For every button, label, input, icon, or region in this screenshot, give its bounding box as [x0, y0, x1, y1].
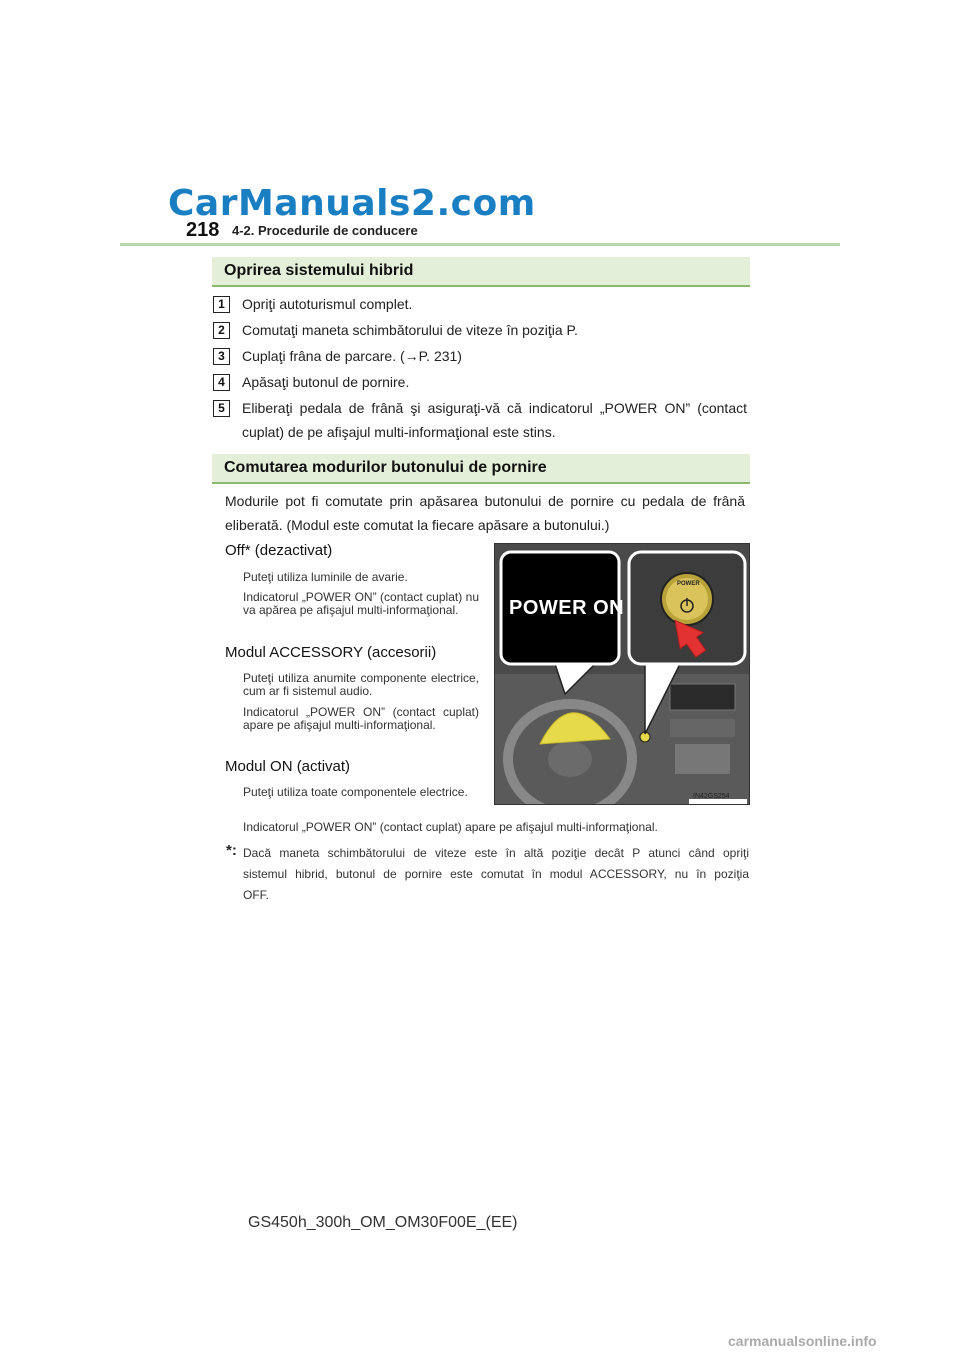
step-number-badge: 3: [213, 348, 230, 365]
mode-title-accessory: Modul ACCESSORY (accesorii): [225, 644, 437, 661]
header-divider: [120, 243, 840, 246]
power-on-display-text: POWER ON: [509, 597, 625, 619]
step-number-badge: 5: [213, 400, 230, 417]
step-text: Comutaţi maneta schimbătorului de viteze în poziţia P.: [242, 322, 578, 338]
footnote-text: OFF.: [243, 888, 269, 902]
step-number-badge: 1: [213, 296, 230, 313]
footnote-text: Dacă maneta schimbătorului de viteze este în altă poziţie decât P atunci când opriţi: [243, 846, 749, 860]
footer-watermark: carmanualsonline.info: [728, 1333, 877, 1349]
dashboard-drawing: [495, 544, 750, 805]
mode-title-on: Modul ON (activat): [225, 758, 351, 775]
document-id: GS450h_300h_OM_OM30F00E_(EE): [248, 1214, 518, 1231]
mode-description: Indicatorul „POWER ON” (contact cuplat) nu va apărea pe afişajul multi-informaţional.: [243, 590, 479, 617]
mode-description: Puteţi utiliza luminile de avarie.: [243, 570, 408, 584]
section-header-stop-hybrid: [212, 257, 750, 287]
section-header-switch-modes: [212, 454, 750, 484]
footnote-text: sistemul hibrid, butonul de pornire este comutat în modul ACCESSORY, nu în poziţia: [243, 867, 749, 881]
chapter-title: 4-2. Procedurile de conducere: [232, 223, 418, 238]
mode-description: Indicatorul „POWER ON” (contact cuplat) apare pe afişajul multi-informaţional.: [243, 820, 658, 834]
step-text: Cuplaţi frâna de parcare. (→P. 231): [242, 348, 462, 364]
intro-paragraph-continued: eliberată. (Modul este comutat la fiecare apăsare a butonului.): [225, 517, 610, 533]
step-text-continued: cuplat) de pe afişajul multi-informaţional este stins.: [242, 424, 556, 440]
dashboard-illustration: [494, 543, 750, 805]
mode-description: Indicatorul „POWER ON” (contact cuplat) apare pe afişajul multi-informaţional.: [243, 705, 479, 732]
mode-description: Puteţi utiliza toate componentele electrice.: [243, 785, 468, 799]
site-watermark-logo: CarManuals2.com: [168, 183, 536, 224]
mode-description: Puteţi utiliza anumite componente electrice, cum ar fi sistemul audio.: [243, 671, 479, 698]
intro-paragraph: Modurile pot fi comutate prin apăsarea butonului de pornire cu pedala de frână: [225, 493, 745, 509]
step-number-badge: 2: [213, 322, 230, 339]
page-number: 218: [186, 219, 220, 241]
footnote-mark: *:: [226, 842, 237, 859]
step-text: Opriţi autoturismul complet.: [242, 296, 413, 312]
section-title: Oprirea sistemului hibrid: [224, 262, 414, 279]
section-title: Comutarea modurilor butonului de pornire: [224, 459, 547, 476]
mode-title-off: Off* (dezactivat): [225, 542, 333, 559]
step-text: Eliberaţi pedala de frână şi asiguraţi-vă că indicatorul „POWER ON” (contact: [242, 400, 747, 416]
figure-code: IN42GS254: [693, 793, 730, 800]
power-button-label: POWER: [677, 581, 700, 587]
step-number-badge: 4: [213, 374, 230, 391]
step-text: Apăsaţi butonul de pornire.: [242, 374, 410, 390]
